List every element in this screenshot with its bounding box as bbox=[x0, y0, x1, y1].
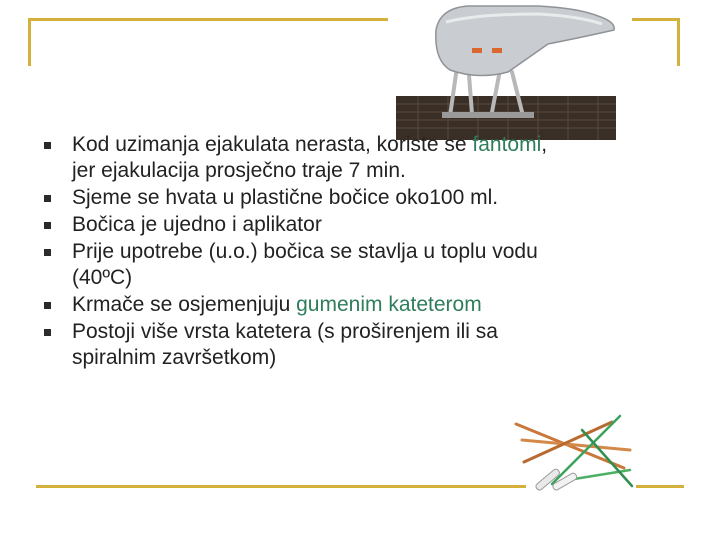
square-bullet-icon bbox=[44, 249, 51, 256]
bottom-rule-left bbox=[36, 485, 526, 488]
catheters-photo bbox=[512, 410, 642, 494]
phantom-dummy-photo bbox=[388, 0, 620, 140]
bullet-text-tail: , bbox=[541, 133, 548, 156]
bullet-item bbox=[42, 319, 642, 371]
square-bullet-icon bbox=[44, 195, 51, 202]
bullet-text-line2: jer ejakulacija prosječno traje 7 min. bbox=[72, 159, 406, 182]
bullet-text-line2: (40ºC) bbox=[72, 266, 133, 289]
right-rule-vertical bbox=[677, 18, 680, 66]
bullet-text: Krmače se osjemenjuju bbox=[72, 293, 297, 316]
bottom-rule-right bbox=[636, 485, 684, 488]
left-rule-vertical bbox=[28, 18, 31, 66]
bullet-list bbox=[42, 132, 642, 372]
top-rule-left bbox=[28, 18, 388, 21]
bullet-highlight: fantomi bbox=[472, 133, 542, 156]
bullet-text: Bočica je ujedno i aplikator bbox=[72, 213, 322, 236]
bullet-item bbox=[42, 132, 642, 184]
bullet-item bbox=[42, 212, 642, 238]
bullet-text: Kod uzimanja ejakulata nerasta, koriste se bbox=[72, 133, 473, 156]
bullet-item bbox=[42, 292, 642, 318]
bullet-text: Sjeme se hvata u plastične bočice oko100 ml. bbox=[72, 186, 499, 209]
square-bullet-icon bbox=[44, 329, 51, 336]
square-bullet-icon bbox=[44, 222, 51, 229]
top-rule-right bbox=[632, 18, 680, 21]
bullet-item bbox=[42, 239, 642, 291]
bullet-text: Prije upotrebe (u.o.) bočica se stavlja u toplu vodu bbox=[72, 240, 538, 263]
bullet-item bbox=[42, 185, 642, 211]
square-bullet-icon bbox=[44, 142, 51, 149]
bullet-highlight: gumenim kateterom bbox=[296, 293, 482, 316]
bullet-text-line2: spiralnim završetkom) bbox=[72, 346, 277, 369]
square-bullet-icon bbox=[44, 302, 51, 309]
bullet-text: Postoji više vrsta katetera (s proširenjem ili sa bbox=[72, 320, 498, 343]
